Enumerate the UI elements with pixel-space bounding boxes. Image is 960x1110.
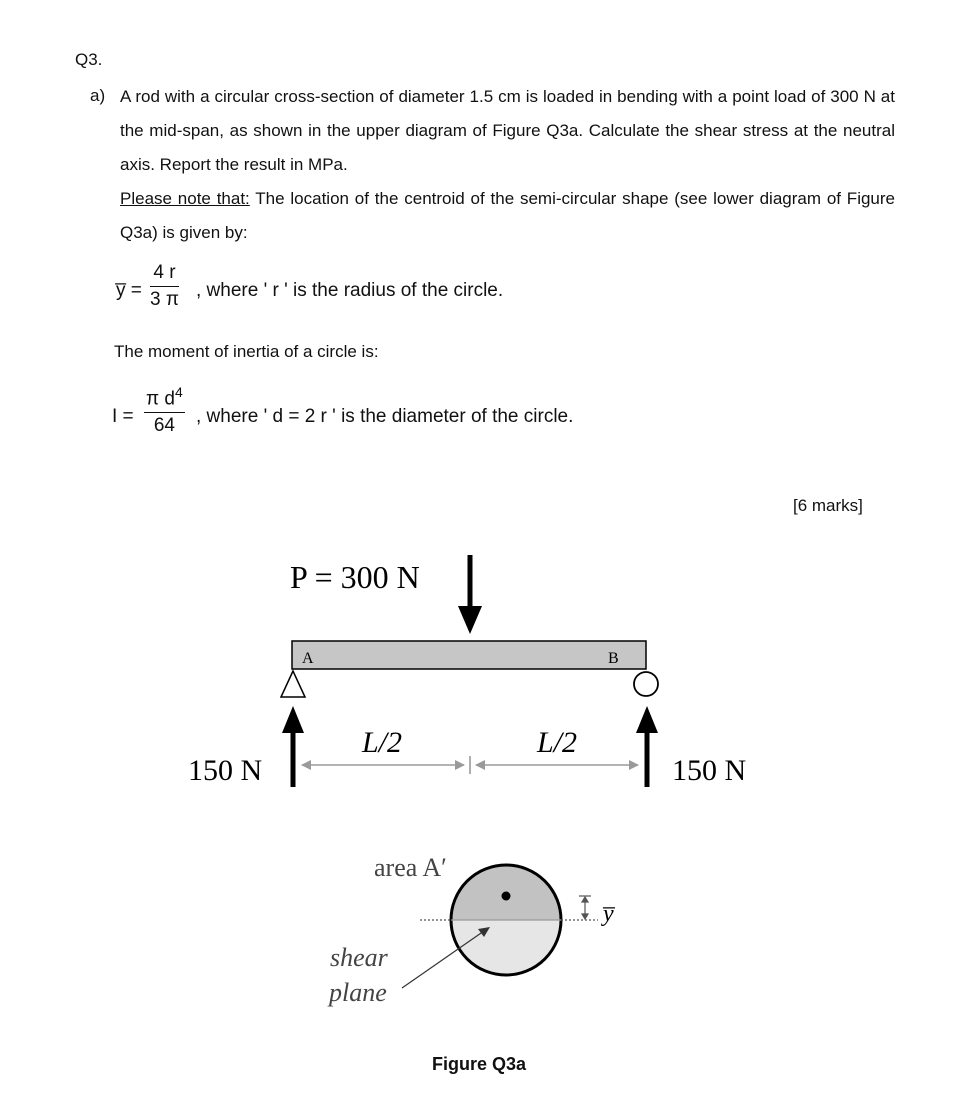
ybar-dimension: [579, 896, 591, 919]
half-span-right-label: L/2: [537, 726, 578, 759]
area-label: area A′: [374, 853, 447, 882]
question-paragraph: A rod with a circular cross-section of diameter 1.5 cm is loaded in bending with a point load of 300 N at the mid-span, as shown in the upper diagram of Figure Q3a. Calculate the shear stress at the neutral axis. Report the result in MPa.: [120, 87, 895, 174]
support-a-label: A: [302, 650, 314, 667]
inertia-numerator-base: π d: [146, 388, 175, 410]
reaction-arrow-left: [282, 706, 304, 787]
load-label: P = 300 N: [290, 559, 420, 595]
centroid-formula-lhs: y̅ =: [116, 280, 142, 301]
note-text: The location of the centroid of the semi-circular shape (see lower diagram of Figure Q3a) is given by:: [120, 189, 895, 242]
support-b-label: B: [608, 650, 619, 667]
inertia-numerator-exp: 4: [174, 384, 183, 400]
pin-support-icon: [281, 671, 305, 697]
centroid-formula-suffix: , where ' r ' is the radius of the circle.: [196, 280, 504, 301]
reaction-right-label: 150 N: [672, 754, 747, 787]
centroid-denominator: 3 π: [150, 289, 179, 310]
moment-text: The moment of inertia of a circle is:: [114, 342, 379, 361]
inertia-formula-lhs: I =: [112, 406, 134, 427]
dimension-lines: [302, 756, 638, 774]
ybar-label: y̅: [603, 901, 614, 927]
half-span-left-label: L/2: [362, 726, 403, 759]
shear-label-line2: plane: [329, 978, 387, 1007]
roller-support-icon: [634, 672, 658, 696]
reaction-arrow-right: [636, 706, 658, 787]
question-number: Q3.: [75, 50, 103, 69]
centroid-numerator: 4 r: [153, 262, 176, 283]
reaction-left-label: 150 N: [188, 754, 263, 787]
marks-label: [6 marks]: [793, 496, 863, 515]
note-lead: Please note that:: [120, 189, 250, 208]
part-label: a): [90, 86, 106, 105]
inertia-formula-suffix: , where ' d = 2 r ' is the diameter of the circle.: [196, 406, 574, 427]
inertia-denominator: 64: [153, 415, 175, 437]
figure-caption: Figure Q3a: [432, 1054, 527, 1074]
load-arrow: [458, 555, 482, 634]
beam: [292, 641, 646, 669]
shear-label-line1: shear: [330, 943, 388, 972]
